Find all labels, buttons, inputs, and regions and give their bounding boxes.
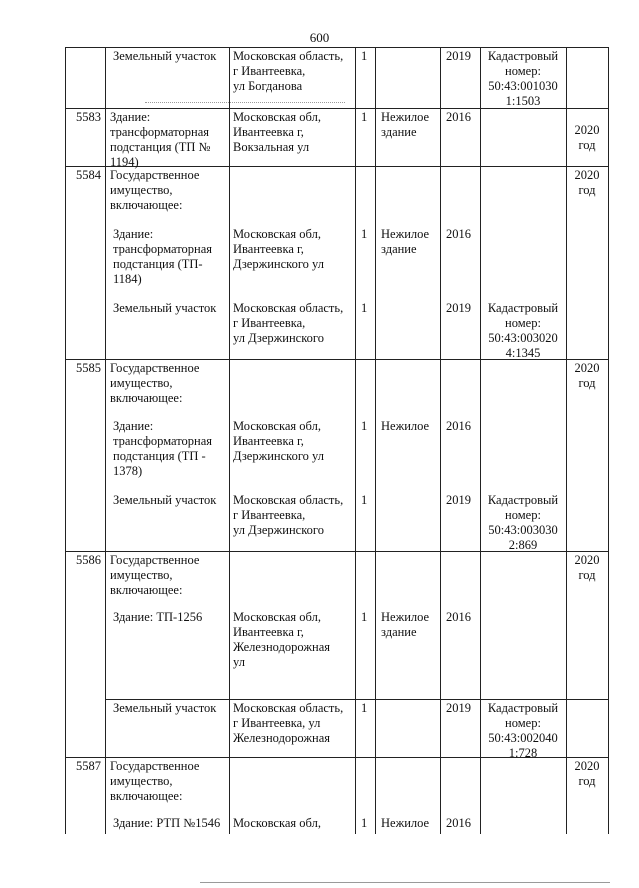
year: 2019	[446, 493, 471, 507]
object-name: Здание: трансформаторная подстанция (ТП № 1194)	[110, 110, 211, 169]
cadastral-number: Кадастровый номер: 50:43:001030 1:1503	[487, 49, 559, 108]
cadastral-number: Кадастровый номер: 50:43:002040 1:728	[487, 701, 559, 760]
object-name: Земельный участок	[113, 49, 217, 63]
group-heading: Государственное имущество, включающее:	[110, 759, 200, 803]
row-number: 5587	[76, 759, 101, 773]
row-number: 5584	[76, 168, 101, 182]
privatization-date: 2020 год	[574, 553, 600, 582]
object-name: Земельный участок	[113, 493, 217, 507]
privatization-date: 2020 год	[574, 361, 600, 390]
address: Московская обл, Ивантеевка г, Железнодорожная ул	[233, 610, 330, 669]
group-heading: Государственное имущество, включающее:	[110, 361, 200, 405]
cadastral-number: Кадастровый номер: 50:43:003030 2:869	[487, 493, 559, 552]
address: Московская обл, Ивантеевка г, Вокзальная ул	[233, 110, 321, 154]
sub-row-rule	[105, 699, 608, 700]
quantity: 1	[361, 816, 368, 830]
object-name: Здание: РТП №1546	[113, 816, 221, 830]
privatization-date: 2020 год	[574, 759, 600, 788]
quantity: 1	[361, 610, 368, 624]
object-name: Здание: трансформаторная подстанция (ТП- 1184)	[113, 227, 213, 286]
year: 2019	[446, 49, 471, 63]
object-name: Здание: ТП-1256	[113, 610, 203, 624]
object-type: Нежилое здание	[381, 227, 430, 256]
address: Московская обл, Ивантеевка г, Дзержинского ул	[233, 227, 324, 271]
row-number: 5583	[76, 110, 101, 124]
object-name: Земельный участок	[113, 301, 217, 315]
quantity: 1	[361, 301, 368, 315]
object-type: Нежилое здание	[381, 110, 430, 139]
object-type: Нежилое	[381, 816, 430, 830]
property-table	[65, 47, 608, 834]
quantity: 1	[361, 227, 368, 241]
address: Московская область, г Ивантеевка, ул Железнодорожная	[233, 701, 344, 745]
year: 2016	[446, 110, 471, 124]
quantity: 1	[361, 493, 368, 507]
object-name: Здание: трансформаторная подстанция (ТП - 1378)	[113, 419, 213, 478]
row-rule	[65, 47, 608, 48]
quantity: 1	[361, 49, 368, 63]
year: 2016	[446, 816, 471, 830]
group-heading: Государственное имущество, включающее:	[110, 553, 200, 597]
year: 2016	[446, 227, 471, 241]
address: Московская область, г Ивантеевка, ул Дзержинского	[233, 301, 344, 345]
col-rule	[608, 47, 609, 834]
address: Московская область, г Ивантеевка, ул Богданова	[233, 49, 344, 93]
quantity: 1	[361, 419, 368, 433]
address: Московская обл, Ивантеевка г, Дзержинского ул	[233, 419, 324, 463]
group-heading: Государственное имущество, включающее:	[110, 168, 200, 212]
year: 2016	[446, 419, 471, 433]
address: Московская обл,	[233, 816, 321, 830]
object-name: Земельный участок	[113, 701, 217, 715]
quantity: 1	[361, 110, 368, 124]
year: 2019	[446, 701, 471, 715]
year: 2016	[446, 610, 471, 624]
cadastral-number: Кадастровый номер: 50:43:003020 4:1345	[487, 301, 559, 360]
quantity: 1	[361, 701, 368, 715]
privatization-date: 2020 год	[574, 168, 600, 197]
address: Московская область, г Ивантеевка, ул Дзержинского	[233, 493, 344, 537]
scan-artifact	[145, 102, 345, 103]
page-bottom-edge	[200, 882, 610, 883]
row-number: 5586	[76, 553, 101, 567]
object-type: Нежилое здание	[381, 610, 430, 639]
privatization-date: 2020 год	[574, 123, 600, 152]
row-number: 5585	[76, 361, 101, 375]
year: 2019	[446, 301, 471, 315]
page-number: 600	[309, 30, 330, 45]
object-type: Нежилое	[381, 419, 430, 433]
